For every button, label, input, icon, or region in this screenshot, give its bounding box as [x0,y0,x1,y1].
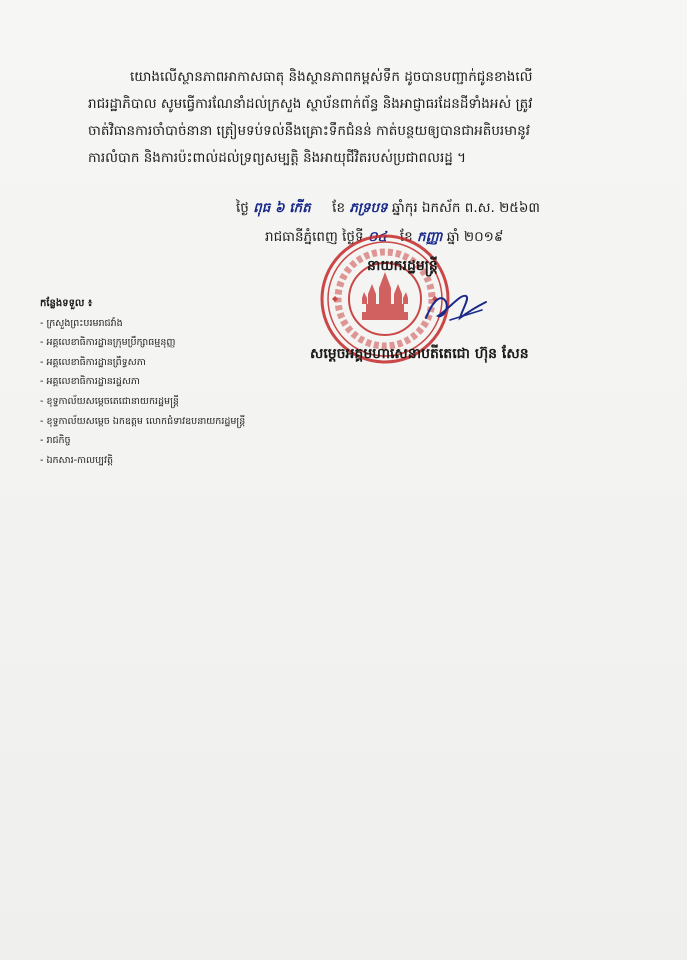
month-prefix: ខែ [332,200,346,216]
day-prefix: ថ្ងៃ [236,200,249,216]
year-text: ឆ្នាំកុរ ឯកស័ក ព.ស. ២៥៦៣ [391,200,540,216]
recipient-item: - ក្រសួងព្រះបរមរាជវាំង [40,317,123,329]
recipient-item: - រាជកិច្ច [40,435,71,447]
body-line-2: រាជរដ្ឋាភិបាល សូមធ្វើការណែនាំដល់ក្រសួង ស្ថាប័នពាក់ព័ន្ធ និងអាជ្ញាធរដែនដីទាំងអស់ ត្រូវ [88,96,533,112]
place-month-prefix: ខែ [399,229,413,245]
recipient-item: - ឯកសារ-កាលប្បវត្តិ [40,454,114,466]
signatory-title: នាយករដ្ឋមន្ត្រី [367,258,438,274]
handwritten-signature-icon [420,288,490,328]
city-text: រាជធានីភ្នំពេញ ថ្ងៃទី [265,229,364,245]
place-day-handwritten: ០៤ [367,229,387,245]
body-line-4: ការលំបាក និងការប៉ះពាល់ដល់ទ្រព្យសម្បត្តិ និងអាយុជីវិតរបស់ប្រជាពលរដ្ឋ ។ [88,150,466,166]
body-paragraph [88,64,636,172]
place-month-handwritten: កញ្ញា [417,229,443,245]
recipients-heading: កន្លែងទទួល ៖ [40,298,93,309]
recipients-items [40,314,340,471]
month-handwritten: ភទ្របទ [349,200,388,216]
recipient-item: - អគ្គលេខាធិការដ្ឋានរដ្ឋសភា [40,376,140,388]
place-year-text: ឆ្នាំ ២០១៩ [446,229,504,245]
recipients-list [40,294,340,470]
recipient-item: - ខុទ្ទកាល័យសម្តេចតេជោនាយករដ្ឋមន្ត្រី [40,395,179,407]
body-line-3: ចាត់វិធានការចាំបាច់នានា ត្រៀមទប់ទល់នឹងគ្រោះទឹកជំនន់ កាត់បន្ថយឲ្យបានជាអតិបរមានូវ [88,123,530,139]
recipient-item: - អគ្គលេខាធិការដ្ឋានព្រឹទ្ធសភា [40,356,146,368]
body-line-1: យោងលើស្ថានភាពអាកាសធាតុ និងស្ថានភាពកម្ពស់ទឹក ដូចបានបញ្ជាក់ជូនខាងលើ [130,69,533,85]
signatory-name: សម្តេចអគ្គមហាសេនាបតីតេជោ ហ៊ុន សែន [310,346,529,362]
day-handwritten: ពុធ ៦ កើត [253,200,311,216]
recipient-item: - ខុទ្ទកាល័យសម្តេច ឯកឧត្តម លោកជំទាវឧបនាយករដ្ឋមន្ត្រី [40,415,246,427]
recipient-item: - អគ្គលេខាធិការដ្ឋានក្រុមប្រឹក្សាធម្មនុញ្ញ [40,337,176,349]
lunar-date-line [236,199,656,219]
